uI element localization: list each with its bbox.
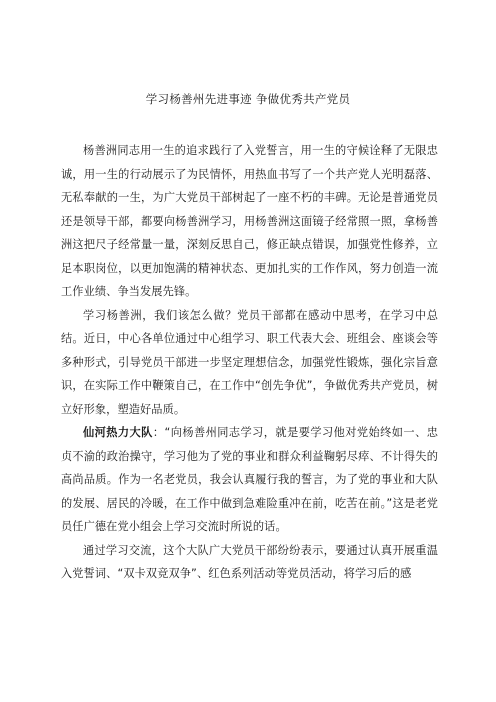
paragraph-3: [61, 421, 438, 539]
document-title: 学习杨善州先进事迹 争做优秀共产党员: [145, 92, 351, 106]
paragraph-3-text: ：“向杨善州同志学习，就是要学习他对党始终如一、忠贞不渝的政治操守，学习他为了党的事业和群众利益鞠躬尽瘁、不计得失的高尚品质。作为一名老党员，我会认真履行我的誓言，为了党的事业和大队的发展、居民的冷暖，在工作中做到急难险重冲在前，吃苦在前。”这是老党员任广德在党小组会上学习交流时所说的话。: [61, 426, 438, 533]
paragraph-4: 通过学习交流，这个大队广大党员干部纷纷表示，要通过认真开展重温入党誓词、“双卡双竞双争”、红色系列活动等党员活动，将学习后的感: [61, 543, 438, 580]
paragraph-1: 杨善洲同志用一生的追求践行了入党誓言，用一生的守候诠释了无限忠诚，用一生的行动展示了为民情怀，用热血书写了一个共产党人光明磊落、无私奉献的一生，为广大党员干部树起了一座不朽的丰碑。无论是普通党员还是领导干部，都要向杨善洲学习，用杨善洲这面镜子经常照一照，拿杨善洲这把尺子经常量一量，深刻反思自己，修正缺点错误，加强党性修养，立足本职岗位，以更加饱满的精神状态、更加扎实的工作作风，努力创造一流工作业绩、争当发展先锋。: [61, 144, 438, 298]
document-body: [61, 139, 438, 586]
paragraph-3-lead: 仙河热力大队: [83, 426, 153, 439]
paragraph-2: 学习杨善洲，我们该怎么做？党员干部都在感动中思考，在学习中总结。近日，中心各单位通过中心组学习、职工代表大会、班组会、座谈会等多种形式，引导党员干部进一步坚定理想信念，加强党性锻炼，强化宗旨意识，在实际工作中鞭策自己，在工作中“创先争优”，争做优秀共产党员，树立好形象，塑造好品质。: [61, 308, 438, 416]
